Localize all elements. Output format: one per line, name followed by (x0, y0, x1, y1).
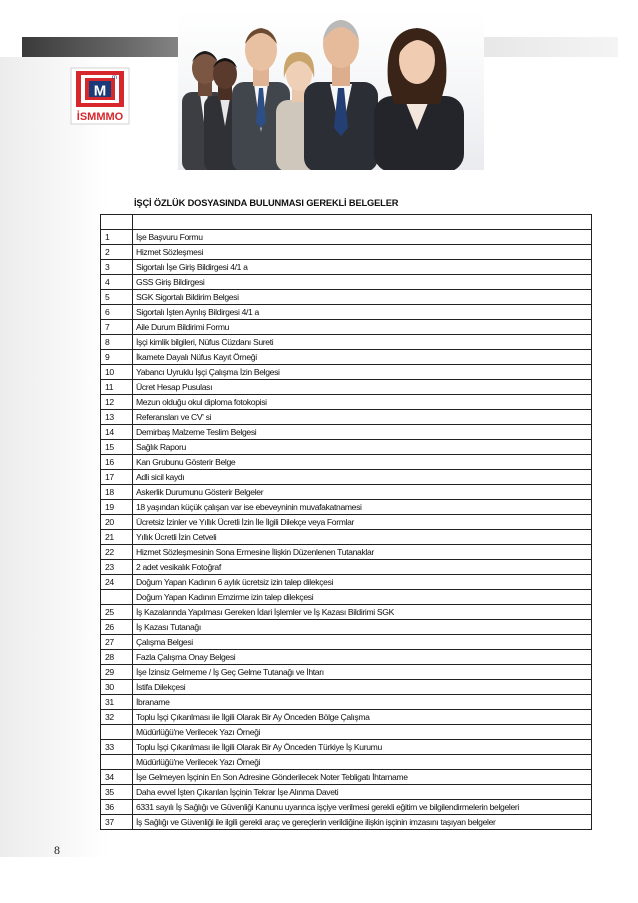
table-row (101, 815, 592, 830)
table-row (101, 470, 592, 485)
row-number (101, 590, 133, 605)
row-document-name: Yabancı Uyruklu İşçi Çalışma İzin Belgesi (133, 365, 592, 380)
row-document-name: Sağlık Raporu (133, 440, 592, 455)
table-row (101, 485, 592, 500)
table-row (101, 710, 592, 725)
row-document-name: Ücret Hesap Pusulası (133, 380, 592, 395)
logo-superscript: m (112, 75, 117, 81)
row-document-name: Kan Grubunu Gösterir Belge (133, 455, 592, 470)
table-row (101, 560, 592, 575)
row-number: 20 (101, 515, 133, 530)
row-number: 14 (101, 425, 133, 440)
row-document-name: Fazla Çalışma Onay Belgesi (133, 650, 592, 665)
row-document-name: 18 yaşından küçük çalışan var ise ebeveyninin muvafakatnamesi (133, 500, 592, 515)
row-document-name: Doğum Yapan Kadının 6 aylık ücretsiz izin talep dilekçesi (133, 575, 592, 590)
table-row (101, 800, 592, 815)
row-number: 18 (101, 485, 133, 500)
row-document-name (133, 215, 592, 230)
row-number (101, 215, 133, 230)
row-document-name: Mezun olduğu okul diploma fotokopisi (133, 395, 592, 410)
row-document-name: Toplu İşçi Çıkarılması ile İlgili Olarak Bir Ay Önceden Türkiye İş Kurumu (133, 740, 592, 755)
table-row (101, 725, 592, 740)
row-document-name: Çalışma Belgesi (133, 635, 592, 650)
documents-table-body (101, 215, 592, 830)
table-row (101, 455, 592, 470)
table-row (101, 515, 592, 530)
row-document-name: Ücretsiz İzinler ve Yıllık Ücretli İzin İle İlgili Dilekçe veya Formlar (133, 515, 592, 530)
table-row (101, 545, 592, 560)
row-document-name: İş Kazası Tutanağı (133, 620, 592, 635)
table-row (101, 665, 592, 680)
row-number: 25 (101, 605, 133, 620)
table-row (101, 500, 592, 515)
row-number: 5 (101, 290, 133, 305)
row-document-name: 2 adet vesikalık Fotoğraf (133, 560, 592, 575)
table-row (101, 605, 592, 620)
row-number: 24 (101, 575, 133, 590)
row-number: 8 (101, 335, 133, 350)
row-number: 3 (101, 260, 133, 275)
row-number: 26 (101, 620, 133, 635)
table-row (101, 425, 592, 440)
row-document-name: İşe Başvuru Formu (133, 230, 592, 245)
row-number: 10 (101, 365, 133, 380)
row-number: 35 (101, 785, 133, 800)
table-row (101, 350, 592, 365)
table-row (101, 260, 592, 275)
row-number: 9 (101, 350, 133, 365)
row-document-name: Hizmet Sözleşmesi (133, 245, 592, 260)
table-row (101, 620, 592, 635)
row-number: 32 (101, 710, 133, 725)
row-number: 7 (101, 320, 133, 335)
table-row (101, 290, 592, 305)
row-number: 16 (101, 455, 133, 470)
row-document-name: Daha evvel İşten Çıkarılan İşçinin Tekrar İşe Alınma Daveti (133, 785, 592, 800)
table-row (101, 365, 592, 380)
table-row (101, 395, 592, 410)
row-document-name: Adli sicil kaydı (133, 470, 592, 485)
row-number: 19 (101, 500, 133, 515)
table-row (101, 215, 592, 230)
row-number: 6 (101, 305, 133, 320)
table-row (101, 320, 592, 335)
row-document-name: Müdürlüğü'ne Verilecek Yazı Örneği (133, 725, 592, 740)
row-document-name: İstifa Dilekçesi (133, 680, 592, 695)
row-document-name: Hizmet Sözleşmesinin Sona Ermesine İlişkin Düzenlenen Tutanaklar (133, 545, 592, 560)
table-row (101, 785, 592, 800)
row-number: 36 (101, 800, 133, 815)
row-number: 15 (101, 440, 133, 455)
table-row (101, 305, 592, 320)
row-document-name: İşe İzinsiz Gelmeme / İş Geç Gelme Tutanağı ve İhtarı (133, 665, 592, 680)
row-document-name: Askerlik Durumunu Gösterir Belgeler (133, 485, 592, 500)
table-row (101, 335, 592, 350)
logo-letter: M (93, 82, 107, 100)
row-number: 37 (101, 815, 133, 830)
row-document-name: İş Sağlığı ve Güvenliği ile ilgili gerekli araç ve gereçlerin verildiğine ilişkin işçinin imzasını taşıyan belgeler (133, 815, 592, 830)
logo-text: İSMMMO (76, 111, 124, 123)
table-row (101, 695, 592, 710)
row-number: 27 (101, 635, 133, 650)
row-number: 23 (101, 560, 133, 575)
page-number: 8 (54, 843, 60, 857)
row-document-name: Yıllık Ücretli İzin Cetveli (133, 530, 592, 545)
row-document-name: Aile Durum Bildirimi Formu (133, 320, 592, 335)
row-number (101, 755, 133, 770)
row-number: 1 (101, 230, 133, 245)
table-row (101, 740, 592, 755)
row-document-name: Sigortalı İşe Giriş Bildirgesi 4/1 a (133, 260, 592, 275)
row-number: 11 (101, 380, 133, 395)
table-row (101, 770, 592, 785)
table-row (101, 755, 592, 770)
table-row (101, 680, 592, 695)
row-number: 22 (101, 545, 133, 560)
table-row (101, 245, 592, 260)
row-document-name: 6331 sayılı İş Sağlığı ve Güvenliği Kanunu uyarınca işçiye verilmesi gerekli eğitim ve bilgilendirmelerin belgeleri (133, 800, 592, 815)
row-document-name: İş Kazalarında Yapılması Gereken İdari İşlemler ve İş Kazası Bildirimi SGK (133, 605, 592, 620)
row-number: 21 (101, 530, 133, 545)
row-document-name: İkamete Dayalı Nüfus Kayıt Örneği (133, 350, 592, 365)
row-document-name: Referansları ve CV' si (133, 410, 592, 425)
table-row (101, 380, 592, 395)
row-document-name: Demirbaş Malzeme Teslim Belgesi (133, 425, 592, 440)
table-row (101, 650, 592, 665)
row-number: 28 (101, 650, 133, 665)
row-document-name: İşçi kimlik bilgileri, Nüfus Cüzdanı Sureti (133, 335, 592, 350)
row-number: 4 (101, 275, 133, 290)
row-document-name: İbraname (133, 695, 592, 710)
row-number: 2 (101, 245, 133, 260)
row-number: 33 (101, 740, 133, 755)
row-number: 17 (101, 470, 133, 485)
row-document-name: Müdürlüğü'ne Verilecek Yazı Örneği (133, 755, 592, 770)
business-team-photo (178, 12, 484, 170)
table-row (101, 275, 592, 290)
row-document-name: Toplu İşçi Çıkarılması ile İlgili Olarak Bir Ay Önceden Bölge Çalışma (133, 710, 592, 725)
row-document-name: GSS Giriş Bildirgesi (133, 275, 592, 290)
row-document-name: Doğum Yapan Kadının Emzirme izin talep dilekçesi (133, 590, 592, 605)
page-side-shade (0, 57, 108, 857)
table-row (101, 635, 592, 650)
row-number: 13 (101, 410, 133, 425)
row-number: 30 (101, 680, 133, 695)
row-document-name: İşe Gelmeyen İşçinin En Son Adresine Gönderilecek Noter Tebligatı İhtarname (133, 770, 592, 785)
table-row (101, 590, 592, 605)
ismmmo-logo (70, 67, 130, 125)
table-row (101, 530, 592, 545)
row-number: 34 (101, 770, 133, 785)
row-document-name: SGK Sigortalı Bildirim Belgesi (133, 290, 592, 305)
table-row (101, 575, 592, 590)
documents-table (100, 214, 592, 830)
row-number (101, 725, 133, 740)
table-row (101, 230, 592, 245)
person-6 (374, 28, 464, 170)
row-number: 31 (101, 695, 133, 710)
table-row (101, 440, 592, 455)
row-document-name: Sigortalı İşten Ayrılış Bildirgesi 4/1 a (133, 305, 592, 320)
row-number: 29 (101, 665, 133, 680)
person-5 (304, 20, 378, 170)
row-number: 12 (101, 395, 133, 410)
table-row (101, 410, 592, 425)
document-title: İŞÇİ ÖZLÜK DOSYASINDA BULUNMASI GEREKLİ BELGELER (134, 198, 399, 208)
